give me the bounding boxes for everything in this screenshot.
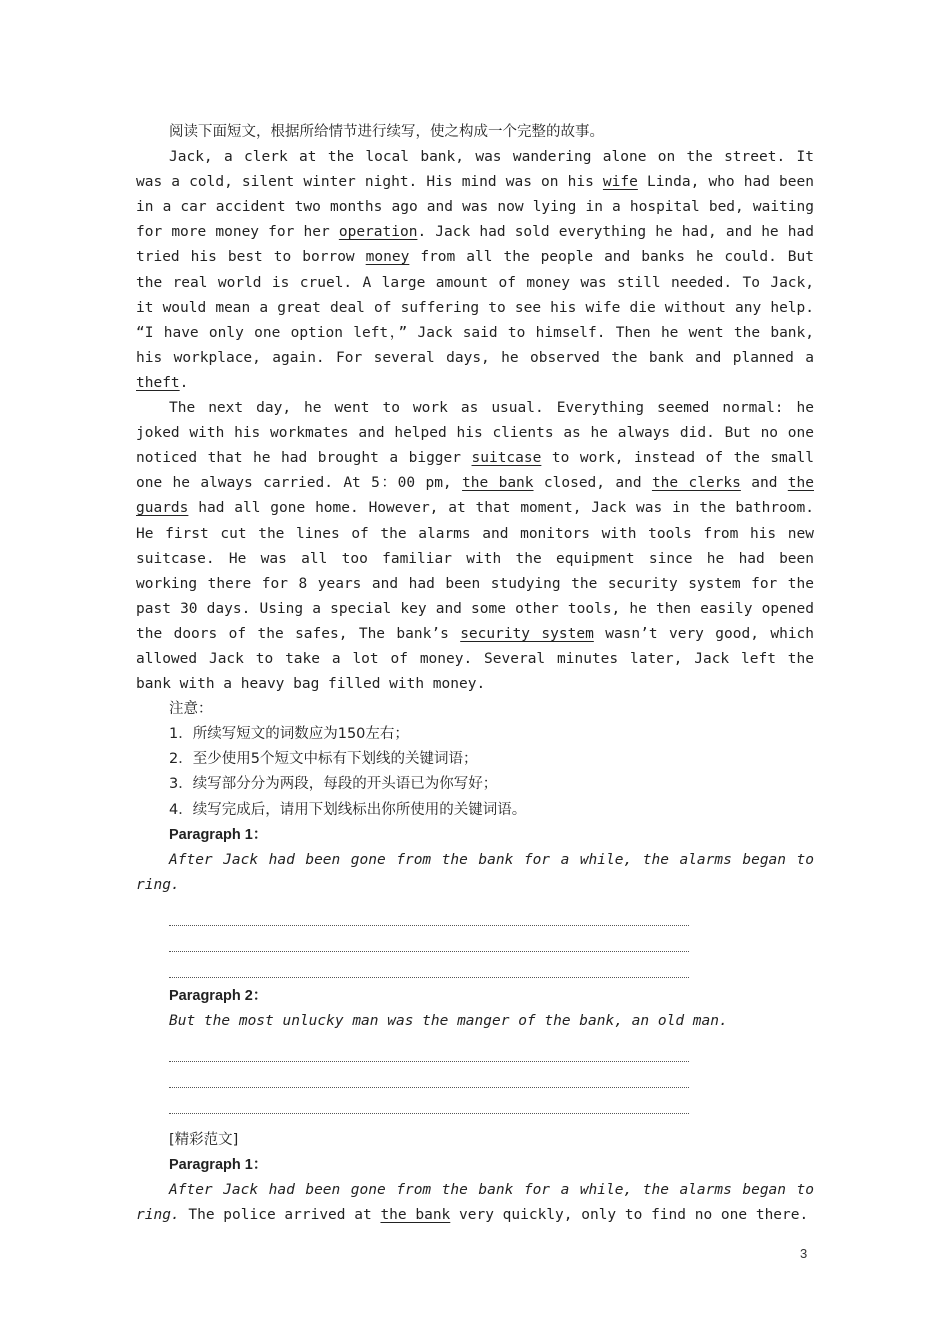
text-run: The next day, he went to work as usual. Everything seemed normal: he joked with his workmates and helped his clients as he always did. But no one noticed that he had brought a bigger (136, 400, 814, 467)
text-run: very quickly, only to find no one there. (450, 1207, 809, 1224)
writing-line[interactable] (169, 952, 689, 978)
text-run: from all the people and banks he could. But the real world is cruel. A large amount of money was still needed. To Jack, it would mean a great deal of suffering to see his wife die without any help. “I have only one option left，” Jack said to himself. Then he went the bank, his workplace, again. For several days, he observed the bank and planned a (136, 249, 814, 366)
writing-line[interactable] (169, 900, 689, 926)
paragraph-1-writing-area[interactable] (136, 898, 814, 984)
text-run: Jack, a clerk at the local bank, was wandering alone on the street. It was a cold, silent winter night. His mind was on his (136, 149, 814, 191)
key-word-underlined: the bank (380, 1207, 451, 1224)
writing-line[interactable] (169, 1088, 689, 1114)
key-word-underlined: suitcase (471, 450, 542, 467)
text-run: . (179, 374, 189, 391)
key-word-underlined: operation (338, 224, 418, 241)
sample-title: [精彩范文] (169, 1132, 239, 1149)
key-word-underlined: the bank (462, 475, 534, 492)
text-run: to work, instead of the small one he always carried. At 5：00 pm, (136, 450, 814, 492)
notes-title: 注意： (169, 701, 213, 718)
text-run: and (740, 475, 788, 492)
note-item: 2．至少使用5个短文中标有下划线的关键词语； (169, 751, 478, 768)
key-word-underlined: money (365, 249, 410, 266)
sample-paragraph-label: Paragraph 1： (169, 1157, 268, 1174)
key-word-underlined: the guards (136, 475, 814, 517)
text-run: Linda, who had been in a car accident two months ago and was now lying in a hospital bed, waiting for more money for her (136, 174, 814, 241)
paragraph-2-label: Paragraph 2： (169, 987, 268, 1004)
text-run: closed, and (533, 475, 652, 492)
story-paragraph-2 (136, 396, 814, 697)
document-page (136, 120, 814, 1228)
text-run: wasn’t very good, which allowed Jack to take a lot of money. Several minutes later, Jack left the bank with a heavy bag filled with money. (136, 625, 815, 693)
writing-line[interactable] (169, 926, 689, 952)
paragraph-1-label: Paragraph 1： (169, 826, 268, 843)
paragraph-2-opening: But the most unlucky man was the manger of the bank, an old man. (169, 1013, 728, 1029)
text-run: . Jack had sold everything he had, and he had tried his best to borrow (136, 224, 814, 266)
paragraph-1-opening: After Jack had been gone from the bank for a while, the alarms began to ring. (136, 851, 814, 893)
story-paragraph-1 (136, 145, 814, 396)
key-word-underlined: the clerks (651, 475, 741, 492)
key-word-underlined: security system (460, 625, 594, 642)
instruction-text: 阅读下面短文，根据所给情节进行续写，使之构成一个完整的故事。 (169, 124, 604, 140)
writing-line[interactable] (169, 1062, 689, 1088)
text-run: The police arrived at (179, 1207, 381, 1224)
sample-paragraph-1 (136, 1178, 814, 1228)
sample-opening: After Jack had been gone from the bank for a while, the alarms began to ring. (136, 1182, 814, 1224)
writing-line[interactable] (169, 1036, 689, 1062)
key-word-underlined: wife (602, 174, 638, 191)
note-item: 3．续写部分分为两段，每段的开头语已为你写好； (169, 776, 498, 793)
sample-continuation (180, 1207, 809, 1223)
page-number: 3 (800, 1246, 808, 1261)
key-word-underlined: theft (136, 374, 180, 391)
text-run: had all gone home. However, at that moment, Jack was in the bathroom. He first cut the lines of the alarms and monitors with tools from his new suitcase. He was all too familiar with the equipment since he had been working there for 8 years and had been studying the security system for the past 30 days. Using a special key and some other tools, he then easily opened the doors of the safes, The bank’s (136, 500, 814, 642)
note-item: 4．续写完成后，请用下划线标出你所使用的关键词语。 (169, 801, 527, 818)
paragraph-2-writing-area[interactable] (136, 1034, 814, 1120)
note-item: 1．所续写短文的词数应为150左右； (169, 726, 409, 743)
